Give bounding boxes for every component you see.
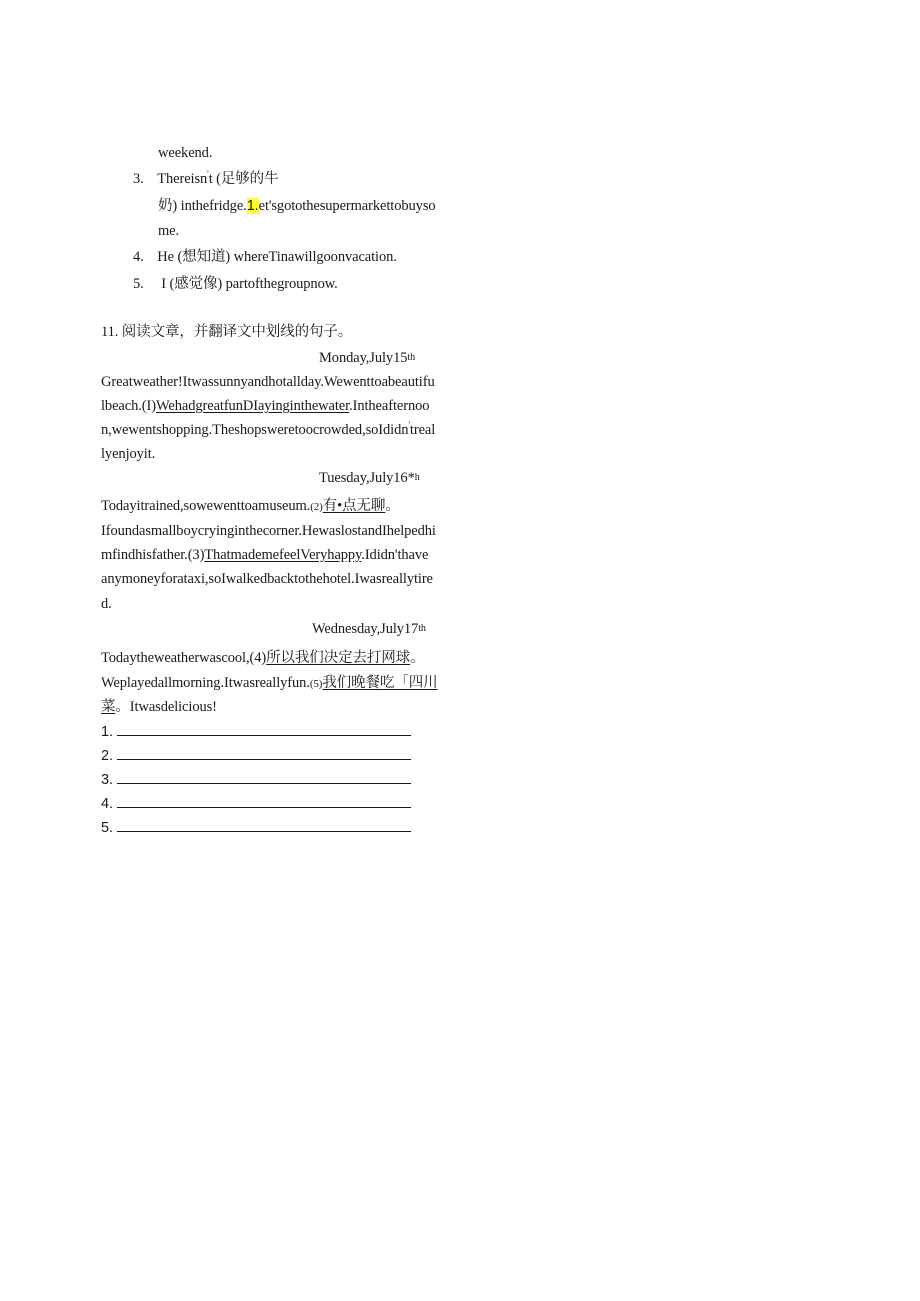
- diary-line: [101, 648, 424, 668]
- diary-line: [101, 420, 435, 440]
- apostrophe-mark: ': [408, 420, 410, 431]
- answer-blank[interactable]: [117, 817, 411, 832]
- list-item-4: [133, 247, 397, 267]
- answer-blank[interactable]: [117, 745, 411, 760]
- date-text: Wednesday,July17: [312, 621, 419, 637]
- apostrophe-mark: ': [207, 169, 209, 180]
- item-number: 5.: [133, 276, 144, 292]
- answer-line-2[interactable]: [101, 745, 411, 766]
- item-text: I (感觉像) partofthegroupnow.: [161, 276, 338, 292]
- underlined-sentence-5: 我们晚餐吃「四川: [322, 675, 438, 691]
- highlighted-text: 1.: [246, 198, 259, 214]
- text: n,wewentshopping.Theshopsweretoocrowded,soIdidn: [101, 422, 409, 438]
- item-text: t (足够的牛: [208, 171, 279, 187]
- item-number: 4.: [133, 249, 144, 265]
- list-item-3: [133, 169, 278, 189]
- list-item-3-line-2: [158, 196, 436, 216]
- answer-line-5[interactable]: [101, 817, 411, 838]
- date-suffix: th: [407, 352, 415, 363]
- text: .Ididn'thave: [361, 547, 429, 563]
- diary-line: Greatweather!Itwassunnyandhotallday.Wewenttoabeautifu: [101, 374, 435, 390]
- underlined-sentence-1: WehadgreatfunDIayinginthewater: [155, 398, 350, 414]
- date-suffix: h: [414, 472, 420, 483]
- diary-line: [101, 697, 217, 717]
- answer-number: 1.: [101, 724, 113, 740]
- underlined-sentence-3: ThatmademefeelVeryhappy: [204, 547, 362, 563]
- item-text: Thereisn: [157, 171, 208, 187]
- text: lbeach.(I): [101, 398, 156, 414]
- list-item-3-line-3: me.: [158, 223, 180, 239]
- diary-line: [101, 545, 428, 565]
- answer-number: 4.: [101, 796, 113, 812]
- underlined-sentence-5-end: 菜: [101, 699, 116, 715]
- answer-line-1[interactable]: [101, 721, 411, 742]
- list-item-5: [133, 274, 338, 294]
- answer-blank[interactable]: [117, 721, 411, 736]
- text: .Intheafternoo: [349, 398, 430, 414]
- diary-line: [101, 396, 429, 416]
- answer-line-3[interactable]: [101, 769, 411, 790]
- text: mfindhisfather.(3): [101, 547, 205, 563]
- diary-date-tuesday: [319, 468, 420, 488]
- text: 。: [410, 650, 425, 666]
- text: 。Itwasdelicious!: [115, 699, 217, 715]
- text: Weplayedallmorning.Itwasreallyfun.: [101, 675, 310, 691]
- item-2-continuation: weekend.: [158, 145, 213, 161]
- marker-number: (5): [309, 678, 323, 690]
- marker-number: (2): [310, 501, 323, 513]
- question-11-heading: 11. 阅读文章，并翻译文中划线的句子。: [101, 324, 353, 340]
- text: 。: [385, 498, 400, 514]
- answer-blank[interactable]: [117, 793, 411, 808]
- diary-line: [101, 673, 438, 694]
- answer-blank[interactable]: [117, 769, 411, 784]
- answer-number: 2.: [101, 748, 113, 764]
- diary-line: Ifoundasmallboycryinginthecorner.HewaslostandIhelpedhi: [101, 523, 436, 539]
- date-text: Tuesday,July16*: [319, 470, 415, 486]
- diary-date-monday: [319, 348, 415, 368]
- answer-line-4[interactable]: [101, 793, 411, 814]
- text: treal: [409, 422, 436, 438]
- diary-line: d.: [101, 596, 112, 612]
- item-text: et'sgotothesupermarkettobuyso: [258, 198, 436, 214]
- diary-line: [101, 496, 400, 517]
- item-text: He (想知道) whereTinawillgoonvacation.: [157, 249, 397, 265]
- diary-line: anymoneyforataxi,soIwalkedbacktothehotel.Iwasreallytire: [101, 571, 433, 587]
- diary-line: lyenjoyit.: [101, 446, 156, 462]
- date-suffix: th: [418, 623, 426, 634]
- text: Todaytheweatherwascool,(4): [101, 650, 267, 666]
- item-number: 3.: [133, 171, 144, 187]
- item-text: 奶) inthefridge.: [158, 198, 247, 214]
- diary-date-wednesday: [312, 619, 426, 639]
- answer-number: 5.: [101, 820, 113, 836]
- underlined-sentence-2: 有•点无聊: [322, 498, 386, 514]
- answer-number: 3.: [101, 772, 113, 788]
- underlined-sentence-4: 所以我们决定去打网球: [266, 650, 411, 666]
- date-text: Monday,July15: [319, 350, 408, 366]
- text: Todayitrained,sowewenttoamuseum.: [101, 498, 311, 514]
